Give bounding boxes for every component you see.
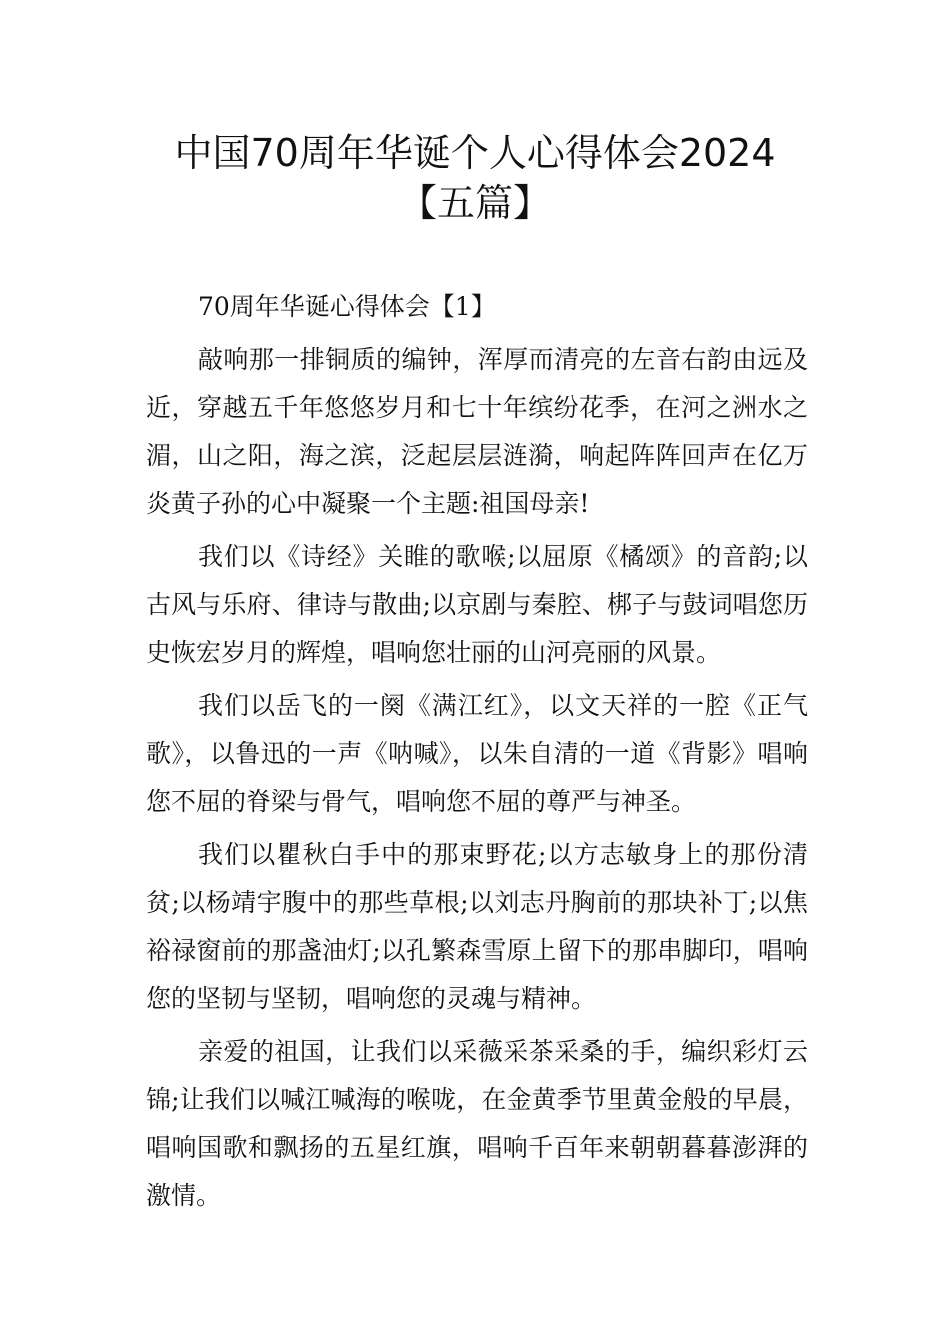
title-line-1: 中国70周年华诞个人心得体会2024: [174, 131, 776, 175]
paragraph-1: 敲响那一排铜质的编钟，浑厚而清亮的左音右韵由远及近，穿越五千年悠悠岁月和七十年缤纷花季，在河之洲水之湄，山之阳，海之滨，泛起层层涟漪，响起阵阵回声在亿万炎黄子孙的心中凝聚一个主题:祖国母亲!: [146, 345, 808, 518]
paragraph-3: 我们以岳飞的一阕《满江红》，以文天祥的一腔《正气歌》，以鲁迅的一声《呐喊》，以朱自清的一道《背影》唱响您不屈的脊梁与骨气，唱响您不屈的尊严与神圣。: [146, 691, 808, 816]
section-heading: 70周年华诞心得体会【1】: [198, 292, 496, 321]
paragraph-2: 我们以《诗经》关睢的歌喉;以屈原《橘颂》的音韵;以古风与乐府、律诗与散曲;以京剧与秦腔、梆子与鼓词唱您历史恢宏岁月的辉煌，唱响您壮丽的山河亮丽的风景。: [146, 542, 808, 667]
paragraph-4: 我们以瞿秋白手中的那束野花;以方志敏身上的那份清贫;以杨靖宇腹中的那些草根;以刘志丹胸前的那块补丁;以焦裕禄窗前的那盏油灯;以孔繁森雪原上留下的那串脚印，唱响您的坚韧与坚韧，唱响您的灵魂与精神。: [146, 840, 808, 1013]
document-body: [146, 283, 808, 1225]
document-title: [0, 128, 950, 228]
title-line-2: 【五篇】: [398, 181, 551, 225]
paragraph-5: 亲爱的祖国，让我们以采薇采茶采桑的手，编织彩灯云锦;让我们以喊江喊海的喉咙，在金黄季节里黄金般的早晨，唱响国歌和飘扬的五星红旗，唱响千百年来朝朝暮暮澎湃的激情。: [146, 1037, 808, 1210]
